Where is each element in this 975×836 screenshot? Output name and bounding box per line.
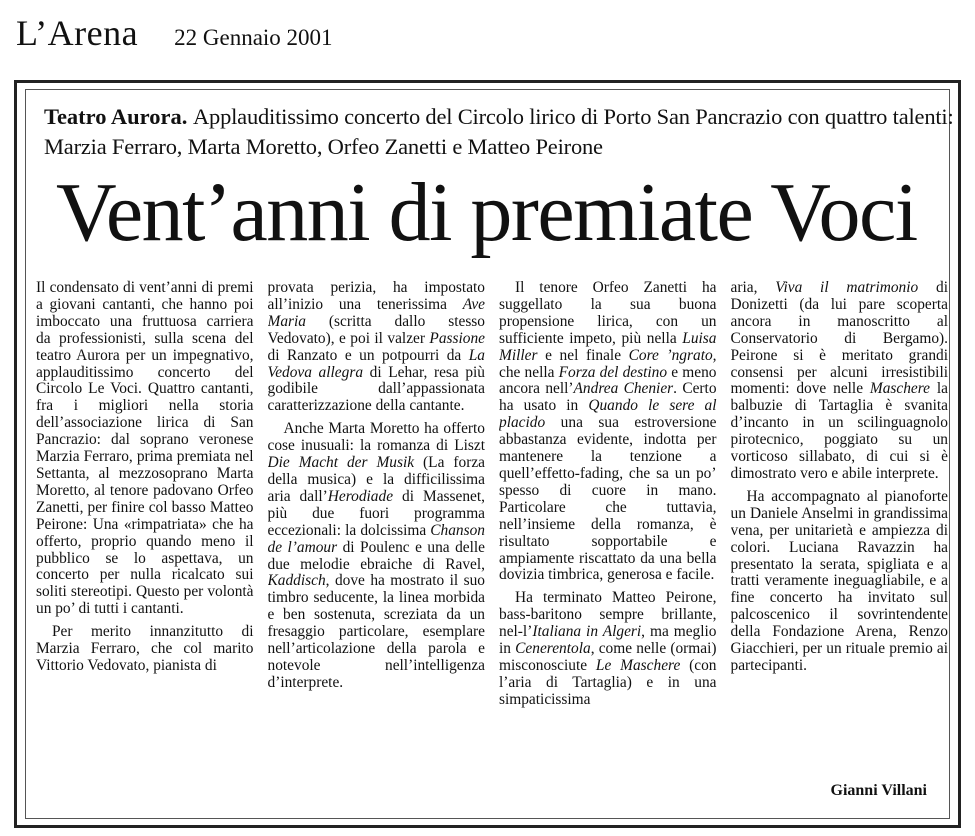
paragraph: provata perizia, ha impostato all’inizio una tenerissima Ave Maria (scritta dallo stesso Vedovato), e poi il valzer Passione di Ranzato e un potpourri da La Vedova allegra di Lehar, resa più godibile dall’appassionata caratterizzazione della cantante. [267,280,485,415]
paragraph: aria, Viva il matrimonio di Donizetti (da lui pare scoperta ancora in manoscritto al Conservatorio di Bergamo). Peirone si è meritato grandi consensi per alcuni irresistibili momenti: dove nelle Maschere la balbuzie di Tartaglia è svanita d’incanto in un scilinguagnolo pirotecnico, poggiato su un vorticoso sillabato, di cui si è dimostrato vero e abile interprete. [730,280,948,482]
author-signature: Gianni Villani [830,782,927,799]
kicker-summary: Applauditissimo concerto del Circolo lirico di Porto San Pancrazio con quattro talenti: Marzia Ferraro, Marta Moretto, Orfeo Zanetti e Matteo Peirone [44,104,954,159]
publication-date: 22 Gennaio 2001 [174,25,333,50]
article-column-2 [268,280,486,810]
article-frame [14,80,961,828]
paragraph: Ha terminato Matteo Peirone, bass-baritono sempre brillante, nel-l’Italiana in Algeri, ma meglio in Cenerentola, come nelle (ormai) misconosciute Le Maschere (con l’aria di Tartaglia) e in una simpaticissima [499,589,717,708]
article-column-1 [36,280,254,810]
paragraph: Ha accompagnato al pianoforte un Daniele Anselmi in grandissima vena, per unitarietà e ampiezza di colori. Luciana Ravazzin ha presentato la serata, spigliata e a tratti veramente ineguagliabile, e a fine concerto ha invitato sul palcoscenico il sovrintendente della Fondazione Arena, Renzo Giacchieri, per un rituale premio ai partecipanti. [730,487,948,674]
kicker-venue: Teatro Aurora. [44,104,188,129]
article-kicker [44,102,956,162]
paragraph: Il condensato di vent’anni di premi a giovani cantanti, che hanno poi imboccato una fruttuosa carriera da professionisti, sulla scena del teatro Aurora per un impegnativo, applauditissimo concerto del Circolo Le Voci. Quattro cantanti, fra i migliori nella storia dell’associazione lirica di San Pancrazio: dal soprano veronese Marzia Ferraro, prima premiata nel Settanta, al mezzosoprano Marta Moretto, al tenore padovano Orfeo Zanetti, per finire col basso Matteo Peirone: Una «rimpatriata» che ha offerto, proprio quando meno il pubblico se lo aspettava, un concerto per nulla ricalcato sui soliti stereotipi. Questo per volontà un po’ di tutti i cantanti. [36,280,254,618]
article-column-3 [499,280,717,810]
article-body [36,280,948,810]
newspaper-name: L’Arena [16,13,139,53]
article-headline: Vent’anni di premiate Voci [56,166,917,259]
article-column-4 [731,280,949,810]
article-inner-border [25,89,954,819]
paragraph: Anche Marta Moretto ha offerto cose inusuali: la romanza di Liszt Die Macht der Musik (La forza della musica) e la difficilissima aria dall’Herodiade di Massenet, più due fuori programma eccezionali: la dolcissima Chanson de l’amour di Poulenc e una delle due melodie ebraiche di Ravel, Kaddisch, dove ha mostrato il suo timbro seducente, la linea morbida e ben sostenuta, screziata da un fresaggio particolare, esemplare nell’articolazione della parola e notevole nell’intelligenza d’interprete. [267,420,485,691]
paragraph: Il tenore Orfeo Zanetti ha suggellato la sua buona propensione lirica, con un sufficiente impeto, più nella Luisa Miller e nel finale Core ’ngrato, che nella Forza del destino e meno ancora nell’Andrea Chenier. Certo ha usato in Quando le sere al placido una sua estroversione abbastanza evidente, indotta per mantenere la tenzione a quell’effetto-fading, che sa un po’ spesso di cuore in mano. Particolare che tuttavia, nell’insieme della romanza, è risultato sopportabile e ampiamente riscattato da una bella dovizia timbrica, generosa e facile. [499,280,717,584]
paragraph: Per merito innanzitutto di Marzia Ferraro, che col marito Vittorio Vedovato, pianista di [36,623,254,674]
masthead [16,12,333,56]
